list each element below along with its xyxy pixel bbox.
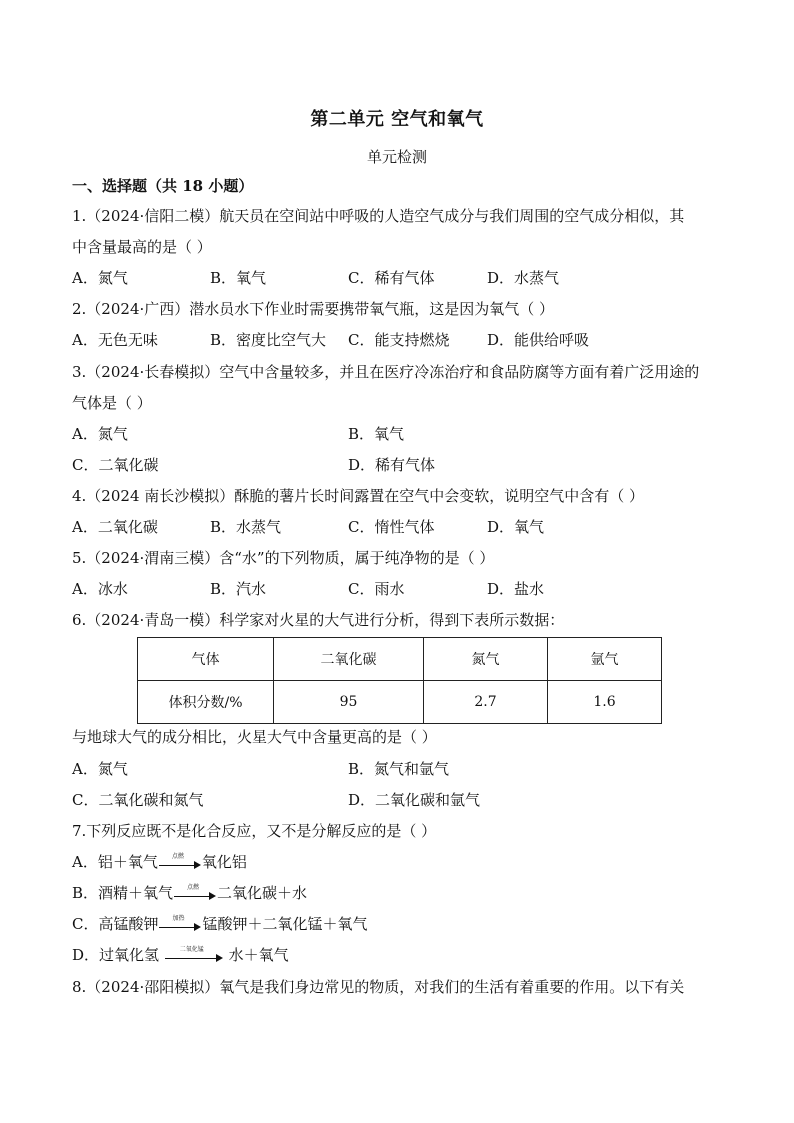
question-3-stem-cont: 气体是（ ） <box>72 394 152 412</box>
reactants: B．酒精＋氧气 <box>72 884 174 902</box>
q3-option-b: B．氧气 <box>348 425 405 443</box>
q3-option-c: C．二氧化碳 <box>72 456 159 474</box>
q7-option-a <box>72 851 247 873</box>
page-subtitle: 单元检测 <box>366 148 427 166</box>
q7-option-d <box>72 944 289 966</box>
question-1-stem-cont: 中含量最高的是（ ） <box>72 238 212 256</box>
q7-option-c <box>72 913 368 935</box>
products: 锰酸钾＋二氧化锰＋氧气 <box>202 915 368 933</box>
q4-option-c: C．惰性气体 <box>348 518 435 536</box>
reaction-arrow-icon <box>174 884 216 901</box>
reaction-arrow-icon <box>165 946 223 963</box>
products: 水＋氧气 <box>228 946 289 964</box>
q4-option-d: D．氧气 <box>487 518 545 536</box>
table-cell: 1.6 <box>548 681 662 724</box>
q2-option-a: A．无色无味 <box>72 331 158 349</box>
table-cell: 95 <box>274 681 424 724</box>
q2-option-d: D．能供给呼吸 <box>487 331 590 349</box>
q1-option-b: B．氧气 <box>210 269 267 287</box>
q4-option-a: A．二氧化碳 <box>72 518 158 536</box>
q6-option-c: C．二氧化碳和氮气 <box>72 791 204 809</box>
question-6-stem-cont: 与地球大气的成分相比，火星大气中含量更高的是（ ） <box>72 728 437 746</box>
question-4-stem: 4.（2024 南长沙模拟）酥脆的薯片长时间露置在空气中会变软，说明空气中含有（ ） <box>72 487 645 505</box>
table-header-cell: 气体 <box>138 638 274 681</box>
q6-option-d: D．二氧化碳和氩气 <box>348 791 481 809</box>
q7-option-b <box>72 882 307 904</box>
reactants: A．铝＋氧气 <box>72 853 158 871</box>
mars-atmosphere-table <box>137 637 662 724</box>
reaction-arrow-icon <box>159 915 201 932</box>
table-row <box>138 681 662 724</box>
q5-option-c: C．雨水 <box>348 580 405 598</box>
q5-option-d: D．盐水 <box>487 580 545 598</box>
reactants: C．高锰酸钾 <box>72 915 159 933</box>
q4-option-b: B．水蒸气 <box>210 518 282 536</box>
q5-option-a: A．冰水 <box>72 580 128 598</box>
q6-option-a: A．氮气 <box>72 760 128 778</box>
table-cell: 体积分数/% <box>138 681 274 724</box>
question-2-stem: 2.（2024·广西）潜水员水下作业时需要携带氧气瓶，这是因为氧气（ ） <box>72 300 555 318</box>
q2-option-c: C．能支持燃烧 <box>348 331 450 349</box>
reaction-condition: 二氧化锰 <box>179 946 204 953</box>
q2-option-b: B．密度比空气大 <box>210 331 327 349</box>
table-header-cell: 氩气 <box>548 638 662 681</box>
question-5-stem: 5.（2024·渭南三模）含“水”的下列物质，属于纯净物的是（ ） <box>72 549 495 567</box>
question-7-stem: 7.下列反应既不是化合反应，又不是分解反应的是（ ） <box>72 822 437 840</box>
table-cell: 2.7 <box>424 681 548 724</box>
page-title: 第二单元 空气和氧气 <box>310 109 484 130</box>
q1-option-d: D．水蒸气 <box>487 269 560 287</box>
products: 氧化铝 <box>201 853 247 871</box>
q3-option-d: D．稀有气体 <box>348 456 436 474</box>
question-8-stem: 8.（2024·邵阳模拟）氧气是我们身边常见的物质，对我们的生活有着重要的作用。以下有关 <box>72 978 685 996</box>
section-heading: 一、选择题（共 18 小题） <box>72 177 254 195</box>
reaction-arrow-icon <box>159 853 201 870</box>
q6-option-b: B．氮气和氩气 <box>348 760 450 778</box>
q5-option-b: B．汽水 <box>210 580 267 598</box>
reaction-condition: 点燃 <box>171 853 184 860</box>
question-6-stem: 6.（2024·青岛一模）科学家对火星的大气进行分析，得到下表所示数据： <box>72 611 565 629</box>
reaction-condition: 点燃 <box>187 884 200 891</box>
q1-option-a: A．氮气 <box>72 269 128 287</box>
products: 二氧化碳＋水 <box>217 884 308 902</box>
reactants: D．过氧化氢 <box>72 946 160 964</box>
table-header-row <box>138 638 662 681</box>
q1-option-c: C．稀有气体 <box>348 269 435 287</box>
question-1-stem: 1.（2024·信阳二模）航天员在空间站中呼吸的人造空气成分与我们周围的空气成分相似，其 <box>72 207 685 225</box>
table-header-cell: 氮气 <box>424 638 548 681</box>
q3-option-a: A．氮气 <box>72 425 128 443</box>
question-3-stem: 3.（2024·长春模拟）空气中含量较多，并且在医疗冷冻治疗和食品防腐等方面有着广泛用途的 <box>72 363 700 381</box>
table-header-cell: 二氧化碳 <box>274 638 424 681</box>
reaction-condition: 加热 <box>172 915 185 922</box>
